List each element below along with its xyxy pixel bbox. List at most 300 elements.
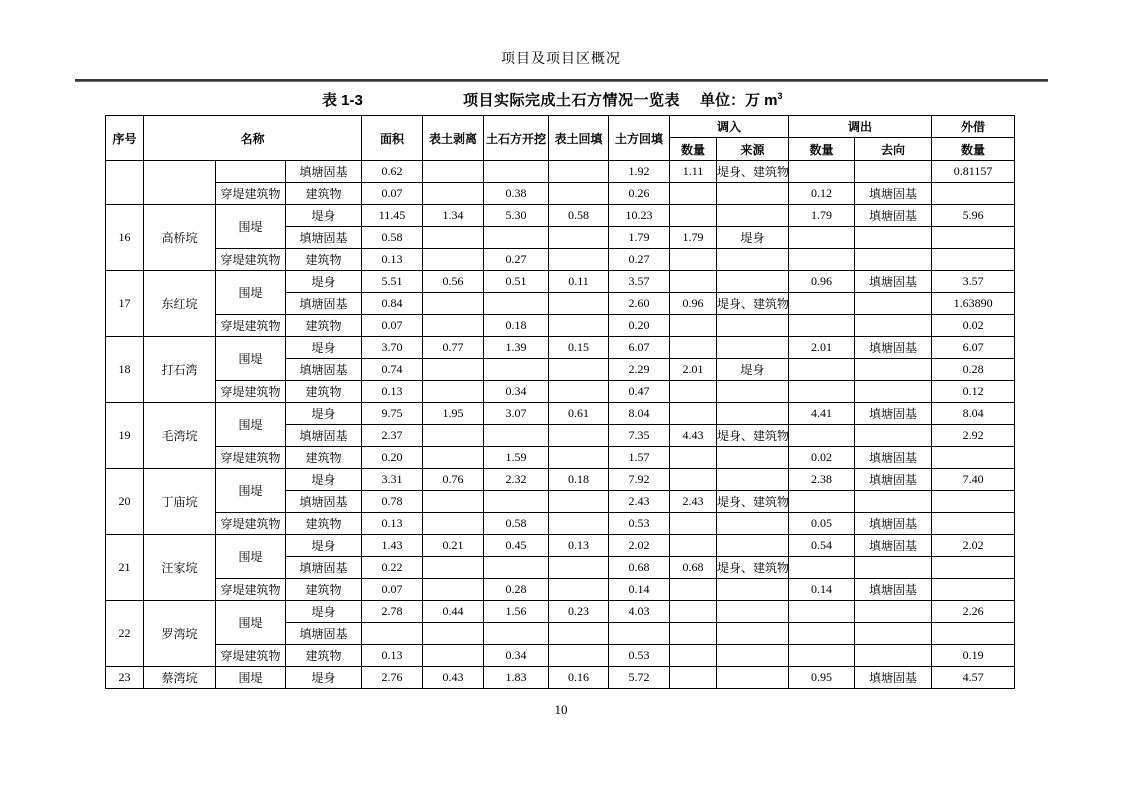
page-number: 10 xyxy=(554,702,568,717)
cell-in-quantity xyxy=(670,249,717,271)
cell-in-quantity xyxy=(670,601,717,623)
cell-in-quantity xyxy=(670,513,717,535)
cell-excavation: 3.07 xyxy=(484,403,549,425)
cell-seq: 16 xyxy=(106,205,144,271)
table-row xyxy=(106,315,1015,337)
cell-in-quantity xyxy=(670,645,717,667)
cell-topsoil-strip xyxy=(423,359,484,381)
cell-out-quantity xyxy=(789,557,855,579)
cell-area: 0.13 xyxy=(362,381,423,403)
cell-category: 围堤 xyxy=(216,205,286,249)
cell-seq: 17 xyxy=(106,271,144,337)
cell-area: 0.74 xyxy=(362,359,423,381)
cell-borrowed-quantity xyxy=(932,513,1015,535)
cell-out-quantity: 2.38 xyxy=(789,469,855,491)
col-header-seq: 序号 xyxy=(106,116,144,161)
cell-polder-name: 毛湾垸 xyxy=(144,403,216,469)
cell-borrowed-quantity: 8.04 xyxy=(932,403,1015,425)
cell-in-source: 堤身 xyxy=(717,359,789,381)
cell-in-source: 堤身、建筑物 xyxy=(717,161,789,183)
col-header-in-quantity: 数量 xyxy=(670,138,717,161)
cell-category: 穿堤建筑物 xyxy=(216,513,286,535)
cell-area: 0.22 xyxy=(362,557,423,579)
cell-subcategory: 堤身 xyxy=(286,535,362,557)
cell-earth-backfill: 7.35 xyxy=(609,425,670,447)
cell-in-source: 堤身、建筑物 xyxy=(717,557,789,579)
cell-topsoil-strip xyxy=(423,315,484,337)
cell-area: 0.07 xyxy=(362,579,423,601)
cell-topsoil-strip xyxy=(423,447,484,469)
cell-in-quantity xyxy=(670,403,717,425)
cell-out-destination: 填塘固基 xyxy=(855,579,932,601)
cell-in-quantity xyxy=(670,469,717,491)
cell-out-quantity: 2.01 xyxy=(789,337,855,359)
header-rule xyxy=(75,79,1048,82)
cell-subcategory: 填塘固基 xyxy=(286,359,362,381)
cell-subcategory: 建筑物 xyxy=(286,315,362,337)
cell-topsoil-backfill xyxy=(549,293,609,315)
cell-topsoil-strip: 1.95 xyxy=(423,403,484,425)
table-row xyxy=(106,513,1015,535)
cell-out-destination: 填塘固基 xyxy=(855,535,932,557)
cell-out-destination: 填塘固基 xyxy=(855,271,932,293)
cell-topsoil-strip: 0.44 xyxy=(423,601,484,623)
cell-out-quantity xyxy=(789,425,855,447)
cell-category: 穿堤建筑物 xyxy=(216,579,286,601)
col-header-earth-backfill: 土方回填 xyxy=(609,116,670,161)
table-unit-superscript: 3 xyxy=(777,91,783,101)
cell-out-quantity xyxy=(789,315,855,337)
cell-borrowed-quantity xyxy=(932,623,1015,645)
cell-out-quantity: 0.05 xyxy=(789,513,855,535)
cell-area: 0.20 xyxy=(362,447,423,469)
cell-topsoil-strip xyxy=(423,381,484,403)
cell-seq: 19 xyxy=(106,403,144,469)
cell-out-destination: 填塘固基 xyxy=(855,447,932,469)
cell-borrowed-quantity: 0.28 xyxy=(932,359,1015,381)
table-row xyxy=(106,337,1015,359)
table-row xyxy=(106,535,1015,557)
cell-in-source xyxy=(717,271,789,293)
cell-subcategory: 填塘固基 xyxy=(286,227,362,249)
cell-area: 11.45 xyxy=(362,205,423,227)
cell-topsoil-backfill: 0.15 xyxy=(549,337,609,359)
cell-topsoil-backfill xyxy=(549,557,609,579)
cell-in-quantity: 1.11 xyxy=(670,161,717,183)
cell-in-quantity xyxy=(670,381,717,403)
cell-subcategory: 建筑物 xyxy=(286,249,362,271)
cell-excavation: 1.59 xyxy=(484,447,549,469)
cell-topsoil-backfill xyxy=(549,359,609,381)
cell-out-destination: 填塘固基 xyxy=(855,469,932,491)
cell-out-destination xyxy=(855,161,932,183)
cell-subcategory: 堤身 xyxy=(286,205,362,227)
cell-earth-backfill: 5.72 xyxy=(609,667,670,689)
cell-seq xyxy=(106,161,144,205)
cell-subcategory: 填塘固基 xyxy=(286,623,362,645)
cell-borrowed-quantity xyxy=(932,249,1015,271)
cell-topsoil-strip xyxy=(423,293,484,315)
cell-earth-backfill: 0.53 xyxy=(609,513,670,535)
cell-in-source xyxy=(717,579,789,601)
cell-topsoil-backfill xyxy=(549,447,609,469)
cell-subcategory: 堤身 xyxy=(286,601,362,623)
cell-borrowed-quantity: 5.96 xyxy=(932,205,1015,227)
cell-category: 穿堤建筑物 xyxy=(216,645,286,667)
cell-subcategory: 建筑物 xyxy=(286,513,362,535)
cell-topsoil-backfill: 0.16 xyxy=(549,667,609,689)
cell-in-source xyxy=(717,337,789,359)
table-row xyxy=(106,249,1015,271)
table-row xyxy=(106,381,1015,403)
cell-topsoil-strip xyxy=(423,227,484,249)
cell-out-destination xyxy=(855,425,932,447)
cell-out-quantity xyxy=(789,249,855,271)
cell-topsoil-backfill: 0.61 xyxy=(549,403,609,425)
cell-topsoil-backfill xyxy=(549,315,609,337)
cell-earth-backfill: 0.14 xyxy=(609,579,670,601)
cell-excavation: 1.39 xyxy=(484,337,549,359)
cell-category: 围堤 xyxy=(216,667,286,689)
cell-topsoil-backfill xyxy=(549,183,609,205)
cell-in-source xyxy=(717,315,789,337)
cell-in-source xyxy=(717,403,789,425)
cell-topsoil-backfill: 0.23 xyxy=(549,601,609,623)
cell-excavation: 0.45 xyxy=(484,535,549,557)
cell-subcategory: 堤身 xyxy=(286,271,362,293)
cell-out-quantity: 0.02 xyxy=(789,447,855,469)
cell-polder-name: 高桥垸 xyxy=(144,205,216,271)
cell-category: 围堤 xyxy=(216,469,286,513)
cell-seq: 20 xyxy=(106,469,144,535)
cell-topsoil-strip xyxy=(423,623,484,645)
cell-polder-name: 丁庙垸 xyxy=(144,469,216,535)
cell-excavation: 0.58 xyxy=(484,513,549,535)
cell-in-quantity xyxy=(670,337,717,359)
cell-earth-backfill: 0.47 xyxy=(609,381,670,403)
cell-earth-backfill: 0.27 xyxy=(609,249,670,271)
cell-excavation: 1.56 xyxy=(484,601,549,623)
cell-borrowed-quantity: 6.07 xyxy=(932,337,1015,359)
cell-excavation: 0.18 xyxy=(484,315,549,337)
cell-excavation: 2.32 xyxy=(484,469,549,491)
cell-seq: 23 xyxy=(106,667,144,689)
cell-borrowed-quantity: 0.19 xyxy=(932,645,1015,667)
col-header-topsoil-strip: 表土剥离 xyxy=(423,116,484,161)
cell-subcategory: 建筑物 xyxy=(286,579,362,601)
cell-area: 5.51 xyxy=(362,271,423,293)
cell-out-destination xyxy=(855,557,932,579)
col-header-transfer-in: 调入 xyxy=(670,116,789,138)
cell-category: 穿堤建筑物 xyxy=(216,447,286,469)
cell-subcategory: 建筑物 xyxy=(286,645,362,667)
cell-earth-backfill: 8.04 xyxy=(609,403,670,425)
cell-in-quantity: 4.43 xyxy=(670,425,717,447)
cell-out-destination: 填塘固基 xyxy=(855,513,932,535)
cell-borrowed-quantity xyxy=(932,557,1015,579)
cell-area: 0.13 xyxy=(362,645,423,667)
cell-borrowed-quantity xyxy=(932,491,1015,513)
cell-excavation: 0.34 xyxy=(484,381,549,403)
cell-category: 围堤 xyxy=(216,271,286,315)
cell-topsoil-strip xyxy=(423,161,484,183)
table-unit-text: 单位：万 m xyxy=(700,92,778,109)
cell-in-quantity: 0.96 xyxy=(670,293,717,315)
cell-topsoil-strip xyxy=(423,491,484,513)
cell-earth-backfill: 1.57 xyxy=(609,447,670,469)
table-row xyxy=(106,579,1015,601)
cell-subcategory: 堤身 xyxy=(286,403,362,425)
cell-out-quantity xyxy=(789,227,855,249)
cell-in-quantity xyxy=(670,579,717,601)
cell-in-quantity: 0.68 xyxy=(670,557,717,579)
cell-excavation xyxy=(484,491,549,513)
cell-topsoil-backfill xyxy=(549,513,609,535)
cell-earth-backfill: 2.43 xyxy=(609,491,670,513)
cell-out-destination: 填塘固基 xyxy=(855,667,932,689)
cell-excavation: 0.28 xyxy=(484,579,549,601)
cell-subcategory: 堤身 xyxy=(286,667,362,689)
cell-in-source xyxy=(717,381,789,403)
cell-out-quantity: 0.95 xyxy=(789,667,855,689)
cell-out-quantity xyxy=(789,491,855,513)
table-header xyxy=(106,116,1015,161)
cell-polder-name xyxy=(144,161,216,205)
cell-polder-name: 汪家垸 xyxy=(144,535,216,601)
cell-seq: 18 xyxy=(106,337,144,403)
table-row xyxy=(106,161,1015,183)
cell-in-source xyxy=(717,535,789,557)
cell-in-source: 堤身、建筑物 xyxy=(717,425,789,447)
col-header-out-destination: 去向 xyxy=(855,138,932,161)
table-row xyxy=(106,469,1015,491)
cell-earth-backfill: 2.29 xyxy=(609,359,670,381)
cell-borrowed-quantity: 0.81157 xyxy=(932,161,1015,183)
col-header-excavation: 土石方开挖 xyxy=(484,116,549,161)
cell-in-source: 堤身、建筑物 xyxy=(717,293,789,315)
cell-earth-backfill: 0.68 xyxy=(609,557,670,579)
cell-borrowed-quantity: 0.12 xyxy=(932,381,1015,403)
cell-out-quantity: 1.79 xyxy=(789,205,855,227)
cell-category: 穿堤建筑物 xyxy=(216,315,286,337)
table-title-row xyxy=(0,89,1122,111)
cell-in-source: 堤身、建筑物 xyxy=(717,491,789,513)
cell-category: 穿堤建筑物 xyxy=(216,381,286,403)
cell-topsoil-backfill xyxy=(549,249,609,271)
col-header-borrowed: 外借 xyxy=(932,116,1015,138)
cell-borrowed-quantity: 2.02 xyxy=(932,535,1015,557)
cell-out-destination xyxy=(855,293,932,315)
cell-area: 0.07 xyxy=(362,183,423,205)
cell-out-quantity xyxy=(789,293,855,315)
cell-topsoil-strip xyxy=(423,183,484,205)
cell-topsoil-strip: 0.43 xyxy=(423,667,484,689)
cell-in-quantity xyxy=(670,271,717,293)
cell-in-source xyxy=(717,667,789,689)
cell-polder-name: 蔡湾垸 xyxy=(144,667,216,689)
table-label: 表 1-3 xyxy=(322,92,363,109)
cell-topsoil-backfill: 0.58 xyxy=(549,205,609,227)
cell-out-quantity: 4.41 xyxy=(789,403,855,425)
cell-earth-backfill: 1.92 xyxy=(609,161,670,183)
cell-out-quantity: 0.12 xyxy=(789,183,855,205)
cell-topsoil-strip: 0.76 xyxy=(423,469,484,491)
cell-borrowed-quantity: 1.63890 xyxy=(932,293,1015,315)
col-header-name: 名称 xyxy=(144,116,362,161)
cell-topsoil-strip xyxy=(423,579,484,601)
cell-category: 穿堤建筑物 xyxy=(216,249,286,271)
cell-area: 0.07 xyxy=(362,315,423,337)
cell-out-destination xyxy=(855,227,932,249)
cell-out-quantity: 0.54 xyxy=(789,535,855,557)
cell-topsoil-strip xyxy=(423,557,484,579)
cell-excavation: 0.34 xyxy=(484,645,549,667)
document-section-header: 项目及项目区概况 xyxy=(501,52,621,67)
cell-category: 围堤 xyxy=(216,601,286,645)
cell-topsoil-strip: 1.34 xyxy=(423,205,484,227)
cell-area: 2.76 xyxy=(362,667,423,689)
cell-out-quantity xyxy=(789,601,855,623)
cell-borrowed-quantity xyxy=(932,447,1015,469)
cell-subcategory: 填塘固基 xyxy=(286,425,362,447)
cell-out-destination xyxy=(855,491,932,513)
table-row xyxy=(106,183,1015,205)
cell-in-source xyxy=(717,249,789,271)
cell-in-source xyxy=(717,183,789,205)
col-header-area: 面积 xyxy=(362,116,423,161)
col-header-out-quantity: 数量 xyxy=(789,138,855,161)
cell-out-quantity xyxy=(789,161,855,183)
cell-earth-backfill: 4.03 xyxy=(609,601,670,623)
cell-topsoil-backfill: 0.18 xyxy=(549,469,609,491)
cell-category: 穿堤建筑物 xyxy=(216,183,286,205)
table-row xyxy=(106,403,1015,425)
cell-out-destination: 填塘固基 xyxy=(855,205,932,227)
cell-subcategory: 填塘固基 xyxy=(286,293,362,315)
cell-subcategory: 堤身 xyxy=(286,337,362,359)
cell-area: 2.37 xyxy=(362,425,423,447)
cell-area: 1.43 xyxy=(362,535,423,557)
cell-polder-name: 东红垸 xyxy=(144,271,216,337)
cell-subcategory: 填塘固基 xyxy=(286,557,362,579)
cell-borrowed-quantity: 0.02 xyxy=(932,315,1015,337)
cell-in-quantity xyxy=(670,315,717,337)
cell-out-quantity xyxy=(789,359,855,381)
cell-seq: 21 xyxy=(106,535,144,601)
cell-area: 0.84 xyxy=(362,293,423,315)
cell-area: 3.70 xyxy=(362,337,423,359)
cell-borrowed-quantity: 3.57 xyxy=(932,271,1015,293)
cell-in-quantity xyxy=(670,535,717,557)
cell-topsoil-strip xyxy=(423,645,484,667)
cell-area: 0.62 xyxy=(362,161,423,183)
cell-seq: 22 xyxy=(106,601,144,667)
cell-out-destination xyxy=(855,601,932,623)
cell-out-quantity xyxy=(789,623,855,645)
cell-excavation xyxy=(484,227,549,249)
earthwork-table xyxy=(105,115,1015,689)
table-body xyxy=(106,161,1015,689)
cell-area: 0.58 xyxy=(362,227,423,249)
cell-topsoil-backfill xyxy=(549,381,609,403)
col-header-borrowed-quantity: 数量 xyxy=(932,138,1015,161)
table-row xyxy=(106,667,1015,689)
cell-in-quantity xyxy=(670,183,717,205)
cell-in-source xyxy=(717,447,789,469)
cell-out-destination: 填塘固基 xyxy=(855,183,932,205)
cell-area: 9.75 xyxy=(362,403,423,425)
cell-topsoil-strip xyxy=(423,513,484,535)
cell-out-destination: 填塘固基 xyxy=(855,337,932,359)
col-header-transfer-out: 调出 xyxy=(789,116,932,138)
cell-out-destination xyxy=(855,315,932,337)
cell-subcategory: 堤身 xyxy=(286,469,362,491)
table-row xyxy=(106,601,1015,623)
cell-topsoil-strip xyxy=(423,249,484,271)
cell-out-quantity xyxy=(789,381,855,403)
cell-borrowed-quantity xyxy=(932,579,1015,601)
cell-earth-backfill: 10.23 xyxy=(609,205,670,227)
cell-category: 围堤 xyxy=(216,337,286,381)
cell-earth-backfill: 3.57 xyxy=(609,271,670,293)
cell-subcategory: 建筑物 xyxy=(286,183,362,205)
cell-out-quantity: 0.96 xyxy=(789,271,855,293)
cell-in-source xyxy=(717,469,789,491)
cell-excavation xyxy=(484,293,549,315)
cell-borrowed-quantity: 4.57 xyxy=(932,667,1015,689)
table-title: 项目实际完成土石方情况一览表 xyxy=(463,92,681,109)
table-row xyxy=(106,645,1015,667)
cell-out-destination xyxy=(855,249,932,271)
cell-in-source xyxy=(717,645,789,667)
cell-topsoil-backfill xyxy=(549,227,609,249)
cell-in-source xyxy=(717,513,789,535)
table-row xyxy=(106,447,1015,469)
cell-borrowed-quantity: 2.92 xyxy=(932,425,1015,447)
cell-excavation: 0.38 xyxy=(484,183,549,205)
cell-area xyxy=(362,623,423,645)
cell-subcategory: 建筑物 xyxy=(286,381,362,403)
cell-borrowed-quantity xyxy=(932,183,1015,205)
cell-earth-backfill: 2.02 xyxy=(609,535,670,557)
cell-polder-name: 打石湾 xyxy=(144,337,216,403)
cell-borrowed-quantity xyxy=(932,227,1015,249)
cell-excavation: 0.51 xyxy=(484,271,549,293)
cell-category xyxy=(216,161,286,183)
cell-excavation: 0.27 xyxy=(484,249,549,271)
cell-in-source: 堤身 xyxy=(717,227,789,249)
cell-topsoil-backfill: 0.13 xyxy=(549,535,609,557)
cell-borrowed-quantity: 7.40 xyxy=(932,469,1015,491)
cell-polder-name: 罗湾垸 xyxy=(144,601,216,667)
cell-out-destination xyxy=(855,381,932,403)
cell-earth-backfill: 0.26 xyxy=(609,183,670,205)
cell-area: 3.31 xyxy=(362,469,423,491)
cell-area: 2.78 xyxy=(362,601,423,623)
cell-out-destination xyxy=(855,623,932,645)
table-row xyxy=(106,271,1015,293)
cell-in-source xyxy=(717,623,789,645)
cell-earth-backfill xyxy=(609,623,670,645)
cell-excavation: 1.83 xyxy=(484,667,549,689)
cell-earth-backfill: 0.20 xyxy=(609,315,670,337)
cell-topsoil-strip: 0.56 xyxy=(423,271,484,293)
cell-excavation xyxy=(484,161,549,183)
cell-topsoil-strip xyxy=(423,425,484,447)
cell-in-source xyxy=(717,601,789,623)
cell-excavation xyxy=(484,425,549,447)
cell-topsoil-backfill xyxy=(549,623,609,645)
